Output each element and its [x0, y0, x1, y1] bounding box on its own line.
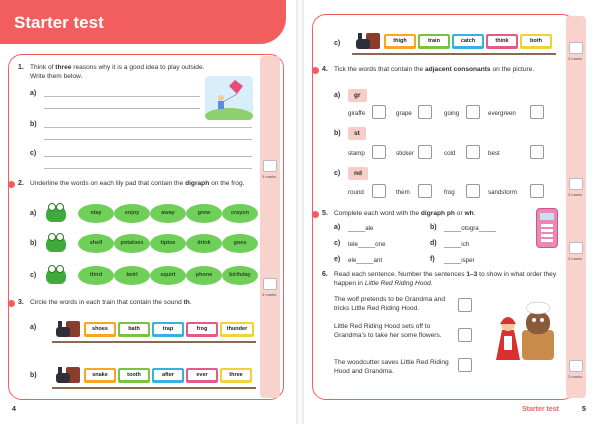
marks-box-q1[interactable] [263, 160, 277, 172]
q5-label-f: f) [430, 256, 435, 263]
q4-word: stamp [348, 150, 365, 157]
q2-label-b: b) [30, 240, 37, 247]
q5-word[interactable]: ele_____ant [348, 257, 383, 264]
train-wagon[interactable]: think [486, 34, 518, 49]
tick-box[interactable] [418, 184, 432, 198]
q5-prompt: Complete each word with the digraph ph or wh. [334, 210, 476, 217]
q4-word: them [396, 189, 410, 196]
train-wagon[interactable]: trap [152, 322, 184, 337]
q1-prompt: Think of three reasons why it is a good idea to play outside. Write them below. [30, 64, 205, 80]
train-wagon[interactable]: catch [452, 34, 484, 49]
q4-word: grape [396, 110, 412, 117]
train-engine-icon [356, 30, 382, 52]
q1-number: 1. [18, 64, 24, 71]
marks-label-q2: 3 marks [262, 292, 277, 297]
lily-pad[interactable]: third [78, 266, 114, 285]
marks-label-q6: 3 marks [568, 374, 583, 379]
tick-box[interactable] [530, 145, 544, 159]
q4-word: evergreen [488, 110, 516, 117]
q2-prompt: Underline the words on each lily pad that contain the digraph on the frog. [30, 180, 245, 187]
train-wagon[interactable]: three [220, 368, 252, 383]
tick-box[interactable] [466, 184, 480, 198]
q6-sentence: The woodcutter saves Little Red Riding Hood and Grandma. [334, 359, 449, 375]
q5-marker-dot [312, 211, 319, 218]
q5-number: 5. [322, 210, 328, 217]
marks-label-q5: 3 marks [568, 256, 583, 261]
q4-word: round [348, 189, 364, 196]
lily-pad[interactable]: phone [186, 266, 222, 285]
lily-pad[interactable]: birthday [222, 266, 258, 285]
train-track [52, 341, 256, 343]
lily-pad[interactable]: tiptoe [150, 234, 186, 253]
lily-pad[interactable]: crayon [222, 204, 258, 223]
q2-label-c: c) [30, 272, 37, 279]
q1-label-c: c) [30, 150, 37, 157]
lily-pad[interactable]: potatoes [114, 234, 150, 253]
q4-pill-b: st [348, 127, 366, 140]
marks-label-q3: 3 marks [568, 56, 583, 61]
q4-word: giraffe [348, 110, 366, 117]
q1-answer-line-a1[interactable] [44, 96, 200, 97]
marks-label-q1: 3 marks [262, 174, 277, 179]
order-number-box[interactable] [458, 298, 472, 312]
q4-word: cold [444, 150, 456, 157]
marks-box-q2[interactable] [263, 278, 277, 290]
order-number-box[interactable] [458, 328, 472, 342]
q6-sentence: The wolf pretends to be Grandma and tricks Little Red Riding Hood. [334, 296, 446, 312]
q3-prompt: Circle the words in each train that contain the sound th. [30, 299, 192, 306]
lily-pad[interactable]: away [150, 204, 186, 223]
q4-prompt: Tick the words that contain the adjacent consonants on the picture. [334, 66, 535, 73]
frog-icon [46, 268, 66, 284]
q4-label-c: c) [334, 170, 341, 177]
q1-answer-line-c1[interactable] [44, 156, 252, 157]
tick-box[interactable] [530, 184, 544, 198]
lily-pad[interactable]: twirl [114, 266, 150, 285]
page-title: Starter test [14, 13, 104, 32]
frog-icon [46, 236, 66, 252]
q5-word[interactable]: _____ich [444, 241, 470, 248]
q5-label-a: a) [334, 224, 341, 231]
q1-label-b: b) [30, 121, 37, 128]
kite-girl-illustration [205, 72, 253, 120]
tick-box[interactable] [418, 145, 432, 159]
red-riding-hood-wolf-illustration [488, 296, 558, 366]
tick-box[interactable] [466, 105, 480, 119]
q4-label-a: a) [334, 92, 341, 99]
q4-marker-dot [312, 67, 319, 74]
q5-word[interactable]: _____otogra_____ [444, 225, 496, 232]
q6-number: 6. [322, 271, 328, 278]
q5-word[interactable]: tele_____one [348, 241, 386, 248]
tick-box[interactable] [372, 145, 386, 159]
left-page [0, 0, 296, 424]
train-track [52, 387, 256, 389]
q1-answer-line-c2[interactable] [44, 168, 252, 169]
left-page-number: 4 [12, 406, 16, 413]
q6-sentence: Little Red Riding Hood sets off to Grandma’s to take her some flowers. [334, 323, 442, 339]
train-wagon[interactable]: bath [118, 322, 150, 337]
q5-label-c: c) [334, 240, 341, 247]
q5-word[interactable]: _____ale [348, 225, 374, 232]
q4-word: best [488, 150, 500, 157]
tick-box[interactable] [418, 105, 432, 119]
page-gutter [296, 0, 304, 424]
q3-label-a: a) [30, 324, 37, 331]
marks-strip-right [566, 16, 586, 398]
q4-pill-a: gr [348, 89, 367, 102]
phone-icon [536, 208, 558, 248]
q2-marker-dot [8, 181, 15, 188]
train-wagon[interactable]: train [418, 34, 450, 49]
q1-answer-line-a2[interactable] [44, 108, 200, 109]
q3-marker-dot [8, 300, 15, 307]
q4-label-b: b) [334, 130, 341, 137]
train-engine-icon [56, 318, 82, 340]
right-page [304, 0, 600, 424]
train-wagon[interactable]: frog [186, 322, 218, 337]
lily-pad[interactable]: goes [222, 234, 258, 253]
q5-label-b: b) [430, 224, 437, 231]
marks-box-q4[interactable] [569, 178, 583, 190]
lily-pad[interactable]: squirt [150, 266, 186, 285]
marks-box-q5[interactable] [569, 242, 583, 254]
right-footer-label: Starter test [522, 406, 559, 413]
marks-box-q3[interactable] [569, 42, 583, 54]
tick-box[interactable] [466, 145, 480, 159]
q4-word: sticker [396, 150, 414, 157]
q5-label-e: e) [334, 256, 341, 263]
marks-box-q6[interactable] [569, 360, 583, 372]
q3-label-c: c) [334, 40, 341, 47]
q2-label-a: a) [30, 210, 37, 217]
q5-word[interactable]: _____isper [444, 257, 475, 264]
q5-label-d: d) [430, 240, 437, 247]
marks-label-q4: 3 marks [568, 192, 583, 197]
train-wagon[interactable]: after [152, 368, 184, 383]
q1-answer-line-b2[interactable] [44, 139, 252, 140]
lily-pad[interactable]: enjoy [114, 204, 150, 223]
page-header [0, 0, 286, 44]
train-wagon[interactable]: shoes [84, 322, 116, 337]
train-wagon[interactable]: both [520, 34, 552, 49]
train-wagon[interactable]: thigh [384, 34, 416, 49]
q4-pill-c: nd [348, 167, 368, 180]
q4-word: frog [444, 189, 455, 196]
q3-number: 3. [18, 299, 24, 306]
train-wagon[interactable]: thunder [220, 322, 254, 337]
train-track [352, 53, 556, 55]
q1-label-a: a) [30, 90, 37, 97]
frog-icon [46, 206, 66, 222]
q4-number: 4. [322, 66, 328, 73]
right-page-number: 5 [582, 406, 586, 413]
tick-box[interactable] [372, 105, 386, 119]
q4-word: going [444, 110, 460, 117]
train-wagon[interactable]: ever [186, 368, 218, 383]
tick-box[interactable] [372, 184, 386, 198]
train-wagon[interactable]: snake [84, 368, 116, 383]
marks-strip-left [260, 56, 280, 398]
q3-label-b: b) [30, 372, 37, 379]
train-engine-icon [56, 364, 82, 386]
q1-answer-line-b1[interactable] [44, 127, 252, 128]
lily-pad[interactable]: drink [186, 234, 222, 253]
q4-word: sandstorm [488, 189, 517, 196]
order-number-box[interactable] [458, 358, 472, 372]
q6-prompt: Read each sentence. Number the sentences 1–3 to show in what order they happen in Little Red Riding Hood. [334, 271, 557, 287]
lily-pad[interactable]: grew [186, 204, 222, 223]
q2-number: 2. [18, 180, 24, 187]
tick-box[interactable] [530, 105, 544, 119]
lily-pad[interactable]: stay [78, 204, 114, 223]
train-wagon[interactable]: tooth [118, 368, 150, 383]
lily-pad[interactable]: shell [78, 234, 114, 253]
